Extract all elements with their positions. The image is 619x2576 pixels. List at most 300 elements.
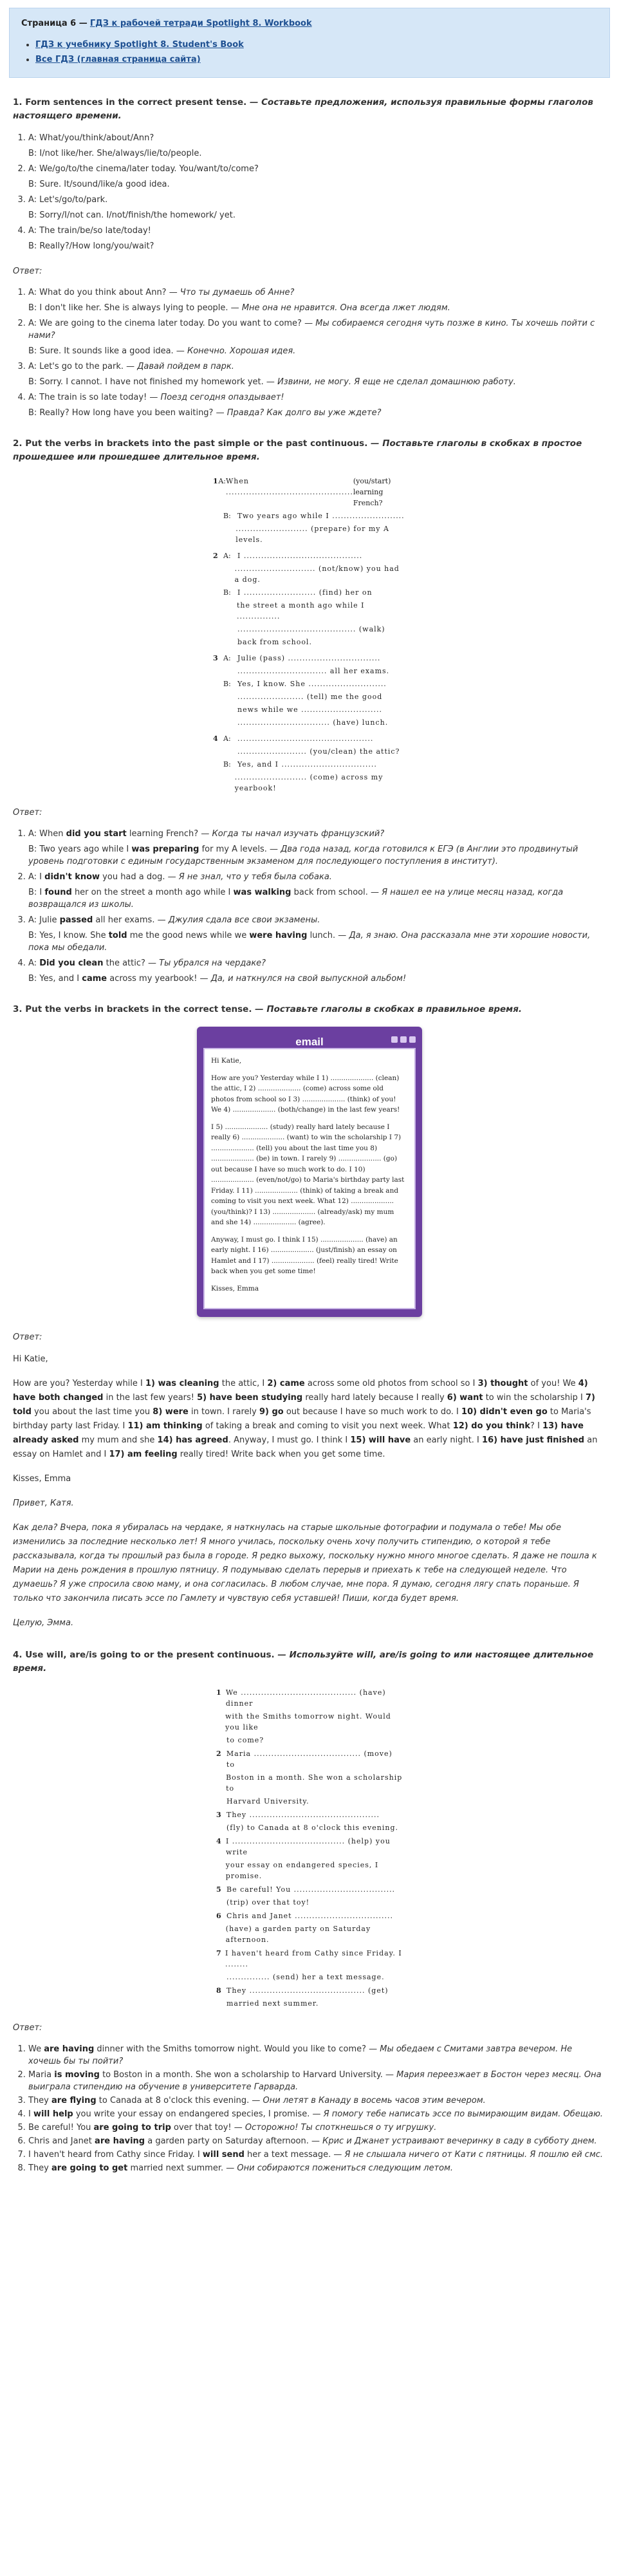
exercise-number: 8 [216, 1986, 221, 1995]
sentence-text: for my A levels. — [199, 845, 281, 854]
exercise-line [216, 1884, 403, 1895]
list-item [28, 194, 606, 221]
sentence-text: me the good news while we [127, 931, 250, 940]
bold-answer: 14) has agreed [157, 1435, 228, 1445]
task-4-answer-label: Ответ: [13, 2023, 42, 2033]
bold-answer: passed [59, 915, 93, 925]
speaker-label: A: [218, 477, 226, 485]
speaker-label [223, 746, 237, 757]
translation: Я нашел ее на улице месяц назад, когда возвращался из школы. [28, 888, 564, 910]
email-paragraph: I 5) .................... (study) really hard lately because I really 6) .................... (want) to win the scholarship I 7) .................... (tell) you about the last time you 8) .................... (be) in town. I rarely 9) .................... (go) out because I have so much work to do. I 10) .................... (even/not/go) to Maria's birthday party last Friday. I 11) .................... (think) of taking a break and coming to visit you next week. What 12) .................... (you/think)? I 13) .................... (already/ask) my mum and she 14) .................... (agree). [211, 1123, 405, 1226]
dialogue-line: B: Sure. It/sound/like/a good idea. [28, 180, 170, 189]
exercise-number [216, 1897, 226, 1908]
exercise-text: ............................... all her exams. [237, 667, 390, 675]
exercise-line [213, 637, 406, 648]
task-3-title-ru: — Поставьте глаголы в скобках в правильное время. [252, 1004, 522, 1014]
dialogue-line: 1. A: What/you/think/about/Ann? [28, 133, 154, 143]
sentence-text: lunch. — [307, 931, 349, 940]
maximize-icon [400, 1036, 407, 1043]
sentence-text: out because I have so much work to do. I [283, 1407, 462, 1417]
sentence-text: my mum and she [79, 1435, 158, 1445]
sentence-text: her a text message. — [244, 2150, 345, 2160]
exercise-text: (trip) over that toy! [226, 1898, 310, 1907]
exercise-number [213, 624, 223, 635]
speaker-label [223, 717, 237, 728]
exercise-block [216, 1687, 403, 1746]
speaker-label: B: [223, 588, 231, 597]
task-2-title-en: 2. Put the verbs in brackets into the past simple or the past continuous. [13, 438, 368, 449]
exercise-block [213, 550, 406, 648]
exercise-number [213, 600, 223, 622]
exercise-text: They ........................................ (get) [226, 1986, 389, 1995]
exercise-line [213, 587, 406, 598]
bold-answer: 9) go [259, 1407, 284, 1417]
breadcrumb [21, 17, 598, 30]
exercise-text: married next summer. [226, 1999, 319, 2008]
exercise-text: Maria ..................................... (move) to [226, 1750, 393, 1769]
exercise-block [216, 1948, 403, 1983]
task-4-title-ru: — Используйте will, are/is going to или настоящее длительное время. [13, 1650, 594, 1674]
exercise-text: ........................ (you/clean) the attic? [237, 747, 400, 756]
page [0, 8, 619, 2174]
exercise-line [213, 772, 406, 794]
translation-signature: Целую, Эмма. [13, 1618, 74, 1628]
task-1-title [13, 96, 606, 123]
minimize-icon [391, 1036, 398, 1043]
exercise-text: Be careful! You ................................... [226, 1885, 396, 1894]
task-2-answer-label: Ответ: [13, 808, 42, 817]
answer-line [28, 929, 606, 954]
exercise-text: I ....................................... (help) you write [225, 1837, 391, 1856]
bold-answer: was walking [233, 888, 291, 897]
exercise-text: ................................ (have) lunch. [237, 718, 389, 727]
speaker-label: A: [223, 654, 231, 662]
exercise-text: Yes, and I ................................. [237, 760, 377, 769]
translation: Они летят в Канаду в восемь часов этим вечером. [263, 2096, 486, 2105]
sentence-text: a garden party on Saturday afternoon. — [145, 2136, 323, 2146]
answer-en: A: The train is so late today! — [28, 393, 161, 402]
answer-line [28, 407, 606, 419]
bold-answer: 6) want [447, 1393, 483, 1403]
exercise-text: ......................... (prepare) for my A levels. [236, 525, 389, 544]
exercise-line [216, 1836, 403, 1858]
answer-ru: Мы собираемся сегодня чуть позже в кино. Ты хочешь пойти с нами? [28, 319, 595, 341]
email-paragraph: Kisses, Emma [211, 1284, 259, 1293]
exercise-number [213, 704, 223, 715]
translation: Мария переезжает в Бостон через месяц. Она выиграла стипендию на обучение в университете Гарварда. [28, 2070, 602, 2092]
answer-line [28, 973, 606, 985]
speaker-label [223, 523, 236, 545]
exercise-line [216, 1860, 403, 1881]
exercise-line [216, 1772, 403, 1794]
speaker-label [223, 704, 237, 715]
exercise-line [213, 666, 406, 677]
answer-en: B: Sorry. I cannot. I have not finished my homework yet. — [28, 377, 278, 387]
exercise-number [213, 678, 223, 689]
answer-ru: Что ты думаешь об Анне? [180, 288, 295, 297]
sentence-text: dinner with the Smiths tomorrow night. Would you like to come? — [94, 2044, 380, 2054]
email-paragraph: Hi Katie, [211, 1057, 242, 1065]
bold-answer: is moving [54, 2070, 100, 2080]
sentence-text: ? I [530, 1421, 543, 1431]
answer-greeting: Hi Katie, [13, 1354, 48, 1364]
exercise-number [213, 587, 223, 598]
exercise-number: 4 [216, 1837, 221, 1845]
sentence-text: back from school. — [291, 888, 382, 897]
exercise-number [213, 691, 223, 702]
email-title: email [295, 1036, 324, 1048]
task-4-title-en: 4. Use will, are/is going to or the present continuous. [13, 1650, 275, 1660]
speaker-label: B: [223, 512, 231, 520]
bold-answer: will send [202, 2150, 245, 2160]
answer-line [28, 957, 606, 969]
speaker-label [223, 691, 237, 702]
exercise-text: Two years ago while I ......................... [237, 512, 405, 520]
task-1-list [13, 132, 606, 252]
list-item [28, 132, 606, 160]
navigation-box [9, 8, 610, 78]
sentence-text: A: I [28, 872, 45, 882]
exercise-text: We ........................................ (have) dinner [225, 1688, 386, 1708]
sentence-text: an essay on Hamlet and I [13, 1435, 598, 1459]
bold-answer: came [82, 974, 107, 984]
bold-answer: was preparing [131, 845, 199, 854]
exercise-line [216, 1910, 403, 1921]
exercise-number [213, 759, 223, 770]
sentence-text: the attic, I [219, 1379, 268, 1388]
exercise-block [213, 733, 406, 794]
sentence-text: you about the last time you [31, 1407, 153, 1417]
exercise-line [216, 1822, 403, 1833]
bold-answer: 11) am thinking [127, 1421, 203, 1431]
exercise-line [216, 1897, 403, 1908]
main-content [0, 96, 619, 2174]
exercise-line [216, 1809, 403, 1820]
bold-answer: 13) have already asked [13, 1421, 584, 1445]
answer-en: B: I don't like her. She is always lying to people. — [28, 303, 242, 313]
exercise-text: the street a month ago while I ............... [236, 601, 365, 621]
exercise-number [213, 563, 222, 585]
exercise-line [213, 733, 406, 744]
exercise-number: 3 [213, 654, 218, 662]
bold-answer: will help [33, 2109, 73, 2119]
exercise-text: Julie (pass) ................................ [237, 654, 381, 662]
task-4-title [13, 1648, 606, 1675]
speaker-label: A: [223, 552, 231, 560]
translation-body: Как дела? Вчера, пока я убиралась на чердаке, я наткнулась на старые школьные фотографии и подумала о тебе! Мы обе изменились за последние несколько лет! Я много училась, поскольку очень хочу получить стипендию, о которой я тебе рассказывала, когда ты прошлый раз была в городе. Я редко выхожу, поскольку нужно много многое сделать. Я даже не пошла к Марии на день рождения в прошлую пятницу. Я подумываю сделать перерыв и приехать к тебе на следующей неделе. Что думаешь? Я уже спросила свою маму, и она согласилась. В любом случае, мне пора. Я думаю, сегодня лягу спать пораньше. Я только что закончила писать эссе по Гамлету и чувствую себя уставшей! Пиши, когда будет время. [13, 1523, 597, 1603]
dialogue-line: 3. A: Let's/go/to/park. [28, 195, 108, 205]
exercise-number [216, 1822, 226, 1833]
translation: Ты убрался на чердаке? [159, 958, 266, 968]
exercise-line [213, 691, 406, 702]
dialogue-line: B: I/not like/her. She/always/lie/to/people. [28, 149, 202, 158]
exercise-number [213, 637, 223, 648]
answer-item [28, 2149, 606, 2161]
answer-item [28, 828, 606, 868]
bold-answer: 8) were [152, 1407, 189, 1417]
task-1-title-en: 1. Form sentences in the correct present tense. [13, 97, 247, 107]
sentence-text: to win the scholarship I [483, 1393, 586, 1403]
exercise-number: 2 [216, 1750, 221, 1758]
sentence-text: you write your essay on endangered species, I promise. — [73, 2109, 324, 2119]
exercise-line [216, 1748, 403, 1770]
answer-ru: Давай пойдем в парк. [137, 362, 234, 371]
sentence-text: B: Yes, I know. She [28, 931, 109, 940]
exercise-line [213, 746, 406, 757]
close-icon [409, 1036, 416, 1043]
answer-ru: Поезд сегодня опаздывает! [160, 393, 284, 402]
speaker-label [223, 637, 237, 648]
students-book-link[interactable]: ГДЗ к учебнику Spotlight 8. Student's Book [35, 40, 244, 50]
exercise-line [216, 1711, 403, 1733]
exercise-number [213, 717, 223, 728]
answer-item [28, 2043, 606, 2067]
bold-answer: told [108, 931, 127, 940]
exercise-block [216, 1884, 403, 1908]
answer-ru: Правда? Как долго вы уже ждете? [226, 408, 382, 418]
task-2-title [13, 437, 606, 464]
exercise-number [216, 1972, 226, 1983]
bold-answer: 1) was cleaning [145, 1379, 219, 1388]
exercise-text: ............... (send) her a text message. [226, 1973, 385, 1981]
sentence-text: to Canada at 8 o'clock this evening. — [96, 2096, 263, 2105]
answer-line [28, 828, 606, 840]
list-item [28, 225, 606, 252]
answer-item [28, 2162, 606, 2174]
bold-answer: 12) do you think [452, 1421, 531, 1431]
translation: Джулия сдала все свои экзамены. [168, 915, 320, 925]
bold-answer: 10) didn't even go [461, 1407, 548, 1417]
dialogue-line: B: Really?/How long/you/wait? [28, 241, 154, 251]
exercise-number: 5 [216, 1885, 221, 1894]
answer-item [28, 2122, 606, 2134]
task-2-title-ru: — Поставьте глаголы в скобках в простое прошедшее или прошедшее длительное время. [13, 438, 582, 462]
exercise-text: ............................ (not/know) you had a dog. [234, 565, 400, 584]
task-1-title-ru: — Составьте предложения, используя правильные формы глаголов настоящего времени. [13, 97, 593, 121]
sentence-text: of you! We [528, 1379, 578, 1388]
exercise-line [213, 600, 406, 622]
answer-line [28, 914, 606, 926]
exercise-text: When ............................................ [225, 477, 353, 496]
exercise-line [216, 1796, 403, 1807]
answer-en: B: Sure. It sounds like a good idea. — [28, 346, 187, 356]
exercise-text: Boston in a month. She won a scholarship to [226, 1773, 403, 1793]
exercise-number [216, 1735, 226, 1746]
exercise-text: ......................... (come) across my yearbook! [234, 773, 383, 792]
exercise-line [213, 704, 406, 715]
exercise-text: Chris and Janet .................................. [226, 1912, 393, 1920]
sentence-text: to Boston in a month. She won a scholarship to Harvard University. — [99, 2070, 397, 2080]
answer-line [28, 360, 606, 373]
exercise-block [213, 653, 406, 728]
answer-ru: Конечно. Хорошая идея. [187, 346, 296, 356]
answer-line [28, 871, 606, 883]
exercise-line [213, 476, 406, 509]
exercise-text: I ......................... (find) her on [237, 588, 373, 597]
answer-en: A: What do you think about Ann? — [28, 288, 180, 297]
bold-answer: 2) came [267, 1379, 305, 1388]
sentence-text: B: I [28, 888, 45, 897]
answer-line [28, 886, 606, 911]
exercise-number [216, 1796, 226, 1807]
exercise-line [216, 1985, 403, 1996]
exercise-number: 6 [216, 1912, 221, 1920]
sentence-text: They [28, 2163, 52, 2173]
answer-line [28, 391, 606, 404]
exercise-line [213, 523, 406, 545]
all-gdz-link[interactable]: Все ГДЗ (главная страница сайта) [35, 55, 201, 64]
sentence-text: Maria [28, 2070, 55, 2080]
task-1-answer-label: Ответ: [13, 266, 42, 276]
speaker-label: B: [223, 760, 231, 769]
sentence-text: you had a dog. — [100, 872, 179, 882]
answer-item [28, 957, 606, 985]
bold-answer: are going to trip [93, 2123, 171, 2133]
answer-item [28, 871, 606, 911]
task-1-answers [13, 286, 606, 419]
speaker-label [223, 666, 237, 677]
exercise-number: 2 [213, 552, 218, 560]
answer-line [28, 376, 606, 388]
exercise-number: 3 [216, 1811, 221, 1819]
sentence-text: her on the street a month ago while I [71, 888, 234, 897]
answer-en: A: We are going to the cinema later today. Do you want to come? — [28, 319, 316, 328]
exercise-block [216, 1910, 403, 1945]
bold-answer: are flying [51, 2096, 97, 2105]
sentence-text: the attic? — [103, 958, 160, 968]
answer-item [28, 286, 606, 314]
exercise-number [213, 746, 223, 757]
translation: Мы обедаем с Смитами завтра вечером. Не хочешь бы ты пойти? [28, 2044, 573, 2066]
bold-answer: 15) will have [350, 1435, 411, 1445]
sentence-text: of taking a break and coming to visit you next week. What [202, 1421, 453, 1431]
sentence-text: over that toy! — [171, 2123, 245, 2133]
task-4-answers [13, 2043, 606, 2174]
bold-answer: found [44, 888, 72, 897]
page-label: Страница 6 — [21, 19, 88, 28]
sentence-text: A: [28, 958, 40, 968]
task-2-exercise-image [213, 476, 406, 794]
bold-answer: 17) am feeling [109, 1450, 178, 1459]
exercise-number [216, 1772, 226, 1794]
exercise-number: 7 [216, 1949, 221, 1957]
exercise-line [213, 653, 406, 664]
exercise-line [216, 1972, 403, 1983]
sentence-text: really tired! Write back when you get some time. [177, 1450, 385, 1459]
exercise-number [213, 510, 223, 521]
exercise-text: news while we ............................ [237, 705, 383, 714]
task-3-title [13, 1003, 606, 1016]
sentence-text: How are you? Yesterday while I [13, 1379, 146, 1388]
dialogue-line: 2. A: We/go/to/the cinema/later today. You/want/to/come? [28, 164, 259, 174]
answer-ru: Извини, не могу. Я еще не сделал домашнюю работу. [277, 377, 516, 387]
sentence-text: A: When [28, 829, 66, 839]
sentence-text: . Anyway, I must go. I think I [228, 1435, 351, 1445]
answer-line [28, 286, 606, 299]
speaker-label [222, 772, 235, 794]
sentence-text: I [28, 2109, 33, 2119]
list-item [35, 53, 598, 66]
answer-line [28, 317, 606, 342]
translation: Они собираются пожениться следующим летом. [237, 2163, 454, 2173]
answer-item [28, 2108, 606, 2120]
speaker-label [222, 563, 234, 585]
sentence-text: learning French? — [126, 829, 212, 839]
bold-answer: were having [249, 931, 308, 940]
list-item [35, 39, 598, 51]
sentence-text: really hard lately because I really [302, 1393, 447, 1403]
bold-answer: 7) told [13, 1393, 595, 1417]
exercise-number: 4 [213, 734, 218, 743]
translation: Да, я знаю. Она рассказала мне эти хорошие новости, пока мы обедали. [28, 931, 591, 953]
task-3-title-en: 3. Put the verbs in brackets in the correct tense. [13, 1004, 252, 1014]
bold-answer: did you start [66, 829, 127, 839]
exercise-number [216, 1998, 226, 2009]
exercise-block [216, 1985, 403, 2009]
speaker-label [223, 600, 237, 622]
exercise-text: back from school. [237, 638, 312, 646]
exercise-line [213, 510, 406, 521]
exercise-number [213, 666, 223, 677]
sentence-text: They [28, 2096, 52, 2105]
exercise-line [213, 550, 406, 561]
exercise-line [213, 624, 406, 635]
task-2-answers [13, 828, 606, 985]
exercise-line [216, 1998, 403, 2009]
answer-item [28, 360, 606, 388]
exercise-text: (have) a garden party on Saturday afternoon. [225, 1925, 371, 1944]
exercise-number [213, 523, 223, 545]
exercise-text: with the Smiths tomorrow night. Would you like [225, 1712, 391, 1731]
exercise-text: your essay on endangered species, I promise. [225, 1861, 379, 1880]
email-paragraph: How are you? Yesterday while I 1) .................... (clean) the attic, I 2) .................... (come) across some old photos from school so I 3) .................... (think) of you! We 4) .................... (both/change) in the last few years! [211, 1074, 400, 1114]
sentence-text: Be careful! You [28, 2123, 94, 2133]
translation: Два года назад, когда готовился к ЕГЭ (в Англии это продвинутый уровень подготовки с единым государственным экзаменом для последующего поступления в институт). [28, 845, 578, 866]
bold-answer: 16) have just finished [482, 1435, 585, 1445]
sentence-text: across my yearbook! — [107, 974, 211, 984]
task-4-exercise-image [216, 1687, 403, 2009]
workbook-link[interactable]: ГДЗ к рабочей тетради Spotlight 8. Workbook [89, 19, 312, 28]
translation: Когда ты начал изучать французский? [212, 829, 385, 839]
answer-letter-body [13, 1377, 606, 1462]
sentence-text: to Maria's birthday party last Friday. I [13, 1407, 591, 1431]
bold-answer: are going to get [51, 2163, 128, 2173]
answer-signature: Kisses, Emma [13, 1474, 71, 1484]
exercise-line [216, 1687, 403, 1709]
exercise-text: ............................................... [237, 734, 374, 743]
dialogue-line: 4. A: The train/be/so late/today! [28, 226, 151, 236]
bold-answer: are having [44, 2044, 95, 2054]
dialogue-line: B: Sorry/I/not can. I/not/finish/the homework/ yet. [28, 210, 236, 220]
exercise-number: 1 [216, 1688, 221, 1697]
sentence-text: B: Two years ago while I [28, 845, 132, 854]
translation: Крис и Джанет устраивают вечеринку в саду в субботу днем. [322, 2136, 597, 2146]
exercise-verb: (you/start) learning French? [353, 477, 391, 507]
answer-line [28, 302, 606, 314]
exercise-block [216, 1836, 403, 1881]
translation: Да, и наткнулся на свой выпускной альбом! [210, 974, 407, 984]
exercise-text: I ......................................... [237, 552, 363, 560]
answer-item [28, 2095, 606, 2107]
exercise-block [216, 1809, 403, 1833]
answer-item [28, 391, 606, 419]
answer-ru: Мне она не нравится. Она всегда лжет людям. [241, 303, 450, 313]
exercise-line [216, 1923, 403, 1945]
bold-answer: 5) have been studying [197, 1393, 303, 1403]
translation-greeting: Привет, Катя. [13, 1498, 74, 1508]
exercise-block [216, 1748, 403, 1807]
email-paragraph: Anyway, I must go. I think I 15) .................... (have) an early night. I 16) .................... (just/finish) an essay on Hamlet and I 17) .................... (feel) really tired! Write back when you get some time! [211, 1235, 398, 1275]
